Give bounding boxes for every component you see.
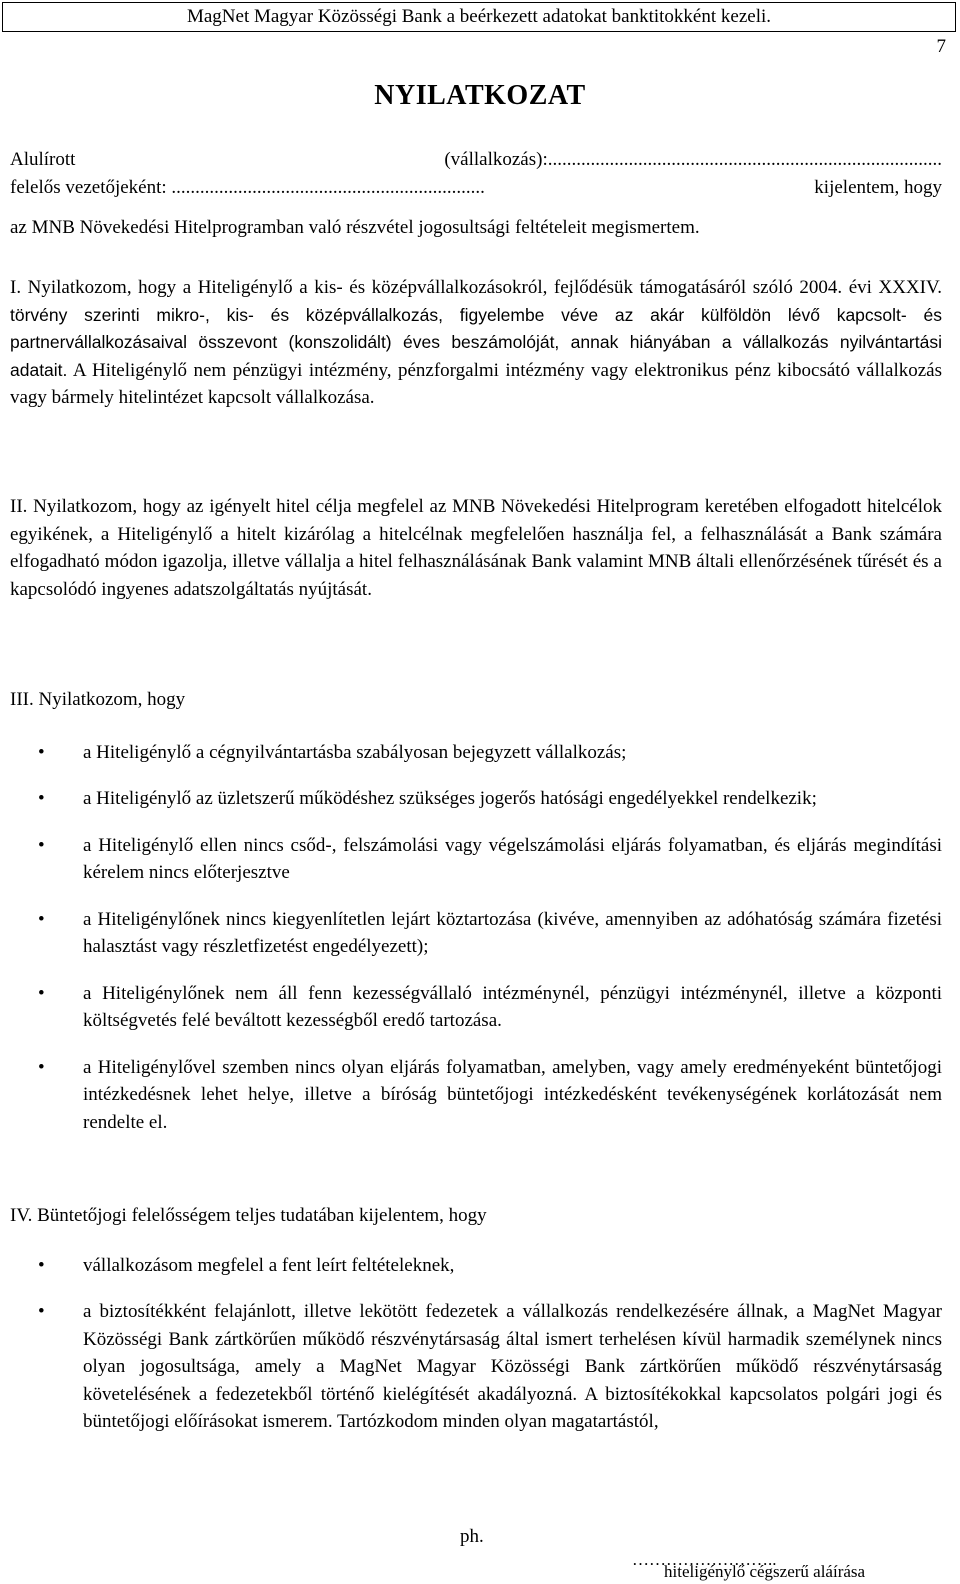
section-4-heading: IV. Büntetőjogi felelősségem teljes tudatában kijelentem, hogy [10, 1205, 487, 1226]
section-4-list [10, 1252, 942, 1436]
manager-name-field[interactable]: felelős vezetőjeként: .................................................................. [10, 176, 485, 198]
section-3-heading: III. Nyilatkozom, hogy [10, 689, 186, 710]
section-1 [10, 274, 942, 412]
section-3-list [10, 739, 942, 1137]
list-item: • a Hiteligénylő az üzletszerű működéshez szükséges jogerős hatósági engedélyekkel rendelkezik; [10, 785, 942, 813]
section-2 [10, 493, 942, 603]
list-item: • vállalkozásom megfelel a fent leírt feltételeknek, [10, 1252, 942, 1280]
list-item: • a Hiteligénylőnek nincs kiegyenlítetlen lejárt köztartozása (kivéve, amennyiben az adóhatóság számára fizetési halasztást vagy részletfizetést engedélyezett); [10, 906, 942, 961]
section-1-text-serif-2: A Hiteligénylő nem pénzügyi intézmény, pénzforgalmi intézmény vagy elektronikus pénz kibocsátó vállalkozás vagy bármely hitelintézet kapcsolt vállalkozása. [10, 359, 943, 408]
intro-line-1-left: Alulírott [10, 149, 76, 170]
document-title: NYILATKOZAT [374, 80, 586, 111]
signature-line[interactable]: …………………….. [632, 1550, 777, 1569]
section-2-paragraph: II. Nyilatkozom, hogy az igényelt hitel célja megfelel az MNB Növekedési Hitelprogram keretében elfogadott hitelcélok egyikének, a Hiteligénylő a hitelt kizárólag a hitelcélnak megfelelően használja fel, a felhasználását a Bank számára elfogadható módon igazolja, illetve vállalja a hitel felhasználásának Bank valamint MNB általi ellenőrzésének tűrését és a kapcsolódó ingyenes adatszolgáltatás nyújtását. [10, 496, 942, 600]
section-1-text-serif: I. Nyilatkozom, hogy a Hiteligénylő a kis- és középvállalkozásokról, fejlődésük támogatásáról szóló 2004. évi XXXIV. [10, 277, 942, 298]
section-4 [10, 1202, 942, 1455]
section-3 [10, 686, 942, 1136]
signature-label: hiteligénylő cégszerű aláírása [664, 1562, 866, 1581]
page-header: MagNet Magyar Közösségi Bank a beérkezett adatokat banktitokként kezeli. [2, 2, 956, 32]
intro-line-1 [10, 146, 942, 174]
section-1-paragraph [10, 274, 942, 412]
list-item: • a Hiteligénylő a cégnyilvántartásba szabályosan bejegyzett vállalkozás; [10, 739, 942, 767]
page-number: 7 [936, 36, 946, 57]
intro-line-2-right: kijelentem, hogy [814, 176, 942, 198]
stamp-label: ph. [460, 1526, 484, 1547]
list-item: • a Hiteligénylő ellen nincs csőd-, felszámolási vagy végelszámolási eljárás folyamatban, és eljárás megindítási kérelem nincs előterjesztve [10, 832, 942, 887]
intro-line-3: az MNB Növekedési Hitelprogramban való részvétel jogosultsági feltételeit megismertem. [10, 217, 700, 238]
section-1-text-sans: törvény szerinti mikro-, kis- és középvállalkozás, figyelembe véve az akár külföldön lévő kapcsolt- és partnervállalkozásaival összevont (konszolidált) éves beszámolóját, annak hiányában a vállalkozás nyilvántartási adatait. [10, 304, 942, 380]
company-name-field[interactable]: (vállalkozás):................................................................................... [444, 149, 942, 170]
list-item: • a Hiteligénylőnek nem áll fenn kezességvállaló intézménynél, pénzügyi intézménynél, illetve a központi költségvetés felé beváltott kezességből eredő tartozása. [10, 980, 942, 1035]
intro-line-2 [10, 174, 942, 202]
list-item: • a biztosítékként felajánlott, illetve lekötött fedezetek a vállalkozás rendelkezésére állnak, a MagNet Magyar Közösségi Bank zártkörűen működő részvénytársaság által ismert terhelésen kívül harmadik személynek nincs olyan jogosultsága, amely a MagNet Magyar Közösségi Bank zártkörűen működő részvénytársaság követelésének a fedezetekből történő kielégítését akadályozná. A biztosítékokkal kapcsolatos polgári jogi és büntetőjogi előírásokat ismerem. Tartózkodom minden olyan magatartástól, [10, 1298, 942, 1436]
intro-block [10, 146, 942, 242]
list-item: • a Hiteligénylővel szemben nincs olyan eljárás folyamatban, amelyben, vagy amely eredményeként büntetőjogi intézkedésnek lehet helye, illetve a bíróság büntetőjogi intézkedésként tevékenységének korlátozását nem rendelte el. [10, 1054, 942, 1137]
